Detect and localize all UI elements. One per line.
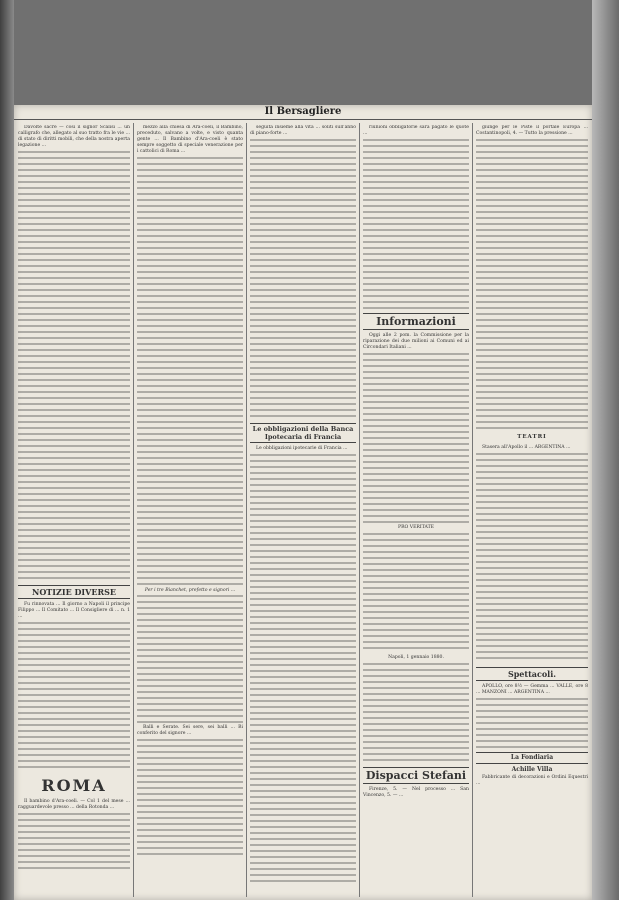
column-rule — [133, 123, 134, 897]
column-3 — [248, 125, 358, 895]
banca-text: Le obbligazioni ipotecarie di Francia ... — [256, 446, 348, 451]
notizie-text: Fu rinnovata ... Il giorno a Napoli il principe Filippo ... Il Comitato ... Il Consigliere di ... n. 1 ... — [18, 602, 130, 619]
informazioni-text-block — [363, 353, 469, 523]
column-rule — [472, 123, 473, 897]
fondiaria-text: Fabbricante di decorazioni e Ordini Equestri ... — [476, 775, 588, 786]
column-3-text-block — [250, 139, 356, 419]
spettacoli-heading: Spettacoli. — [476, 667, 588, 681]
scan-left-edge — [0, 0, 14, 900]
column-5-text: giunge per le Piste il portale Europa ... Costantinopoli, 4. — Tutto la pressione ... — [476, 125, 588, 136]
scan-right-strip — [592, 0, 619, 900]
dispacci-heading: Dispacci Stefani — [363, 767, 469, 784]
column-2-text: mezzo alla chiesa di Ara-coeli, il Bambino, preceduto, salvano a volte, e visto quanta gente ... Il Bambino d'Ara-coeli è stato sempre soggetto di speciale venerazione per i cattolici di Roma ... — [137, 125, 243, 154]
fondiaria-heading: La Fondiaria — [476, 752, 588, 764]
column-2 — [135, 125, 245, 895]
column-2-subhead: Per i tre Bianchet, prefetto e signori ... — [144, 588, 236, 593]
pro-veritate-text-block — [363, 533, 469, 653]
spettacoli-text: APOLLO, ore 8½ — Gemma ... VALLE, ore 8 ... MANZONI ... ARGENTINA ... — [476, 684, 588, 695]
column-3-text: seguita insieme alla vita ... soliti sull'anno di piano-forte ... — [250, 125, 356, 136]
column-2-text-block-3 — [137, 739, 243, 859]
column-1 — [16, 125, 132, 895]
column-rule — [246, 123, 247, 897]
column-2-text-block-2 — [137, 595, 243, 725]
pro-veritate-heading: PRO VERITATE — [397, 525, 435, 530]
banca-text-block — [250, 454, 356, 884]
informazioni-text: Oggi alle 2 pom. la Commissione per la riparazione dei due milioni ai Comuni ed ai Circondari Italiani ... — [363, 333, 469, 350]
column-4-text-block — [363, 139, 469, 309]
roma-text: Il bambino d'Ara-coeli. — Col 1 del mese ... ragguardevole presso ... della Rotonda ... — [18, 799, 130, 810]
notizie-text-block — [18, 622, 130, 772]
column-5-text-block — [476, 139, 588, 429]
teatri-text: Stasera all'Apollo il ... ARGENTINA ... — [482, 445, 571, 450]
newspaper-page — [14, 105, 592, 900]
column-1-lead: Davolte sacre — così il signor Scalisi ... un calligrafo che, allegato al suo tratto fra le vie ... di stato di diritti mobili, che della nostra aperta legazione ... — [18, 125, 130, 148]
column-2-text-block — [137, 157, 243, 587]
notizie-heading: NOTIZIE DIVERSE — [18, 585, 130, 599]
column-4-text: riunioni obbligatorie sarà pagato le quote ... — [363, 125, 469, 136]
masthead: Il Bersagliere — [14, 105, 592, 120]
informazioni-heading: Informazioni — [363, 313, 469, 330]
column-2-tail: Balli e Serate. Sei sere, sei balli ... Bi conferito del signore ... — [137, 725, 243, 736]
fondiaria-subheading: Achille Villa — [511, 766, 553, 773]
column-rule — [359, 123, 360, 897]
teatri-text-block — [476, 453, 588, 663]
napoli-dateline: Napoli, 1 gennaio 1880. — [388, 655, 444, 660]
roma-text-block — [18, 813, 130, 873]
teatri-heading: TEATRI — [517, 434, 547, 440]
napoli-text-block — [363, 663, 469, 763]
roma-heading: ROMA — [41, 776, 107, 795]
column-5 — [474, 125, 590, 895]
banca-heading: Le obbligazioni della Banca Ipotecaria di Francia — [250, 423, 356, 443]
dispacci-text: Firenze, 5. — Nel processo ... San Vincenzo, 5. — ... — [363, 787, 469, 798]
column-4 — [361, 125, 471, 895]
spettacoli-text-block — [476, 698, 588, 748]
column-1-text-block — [18, 151, 130, 581]
